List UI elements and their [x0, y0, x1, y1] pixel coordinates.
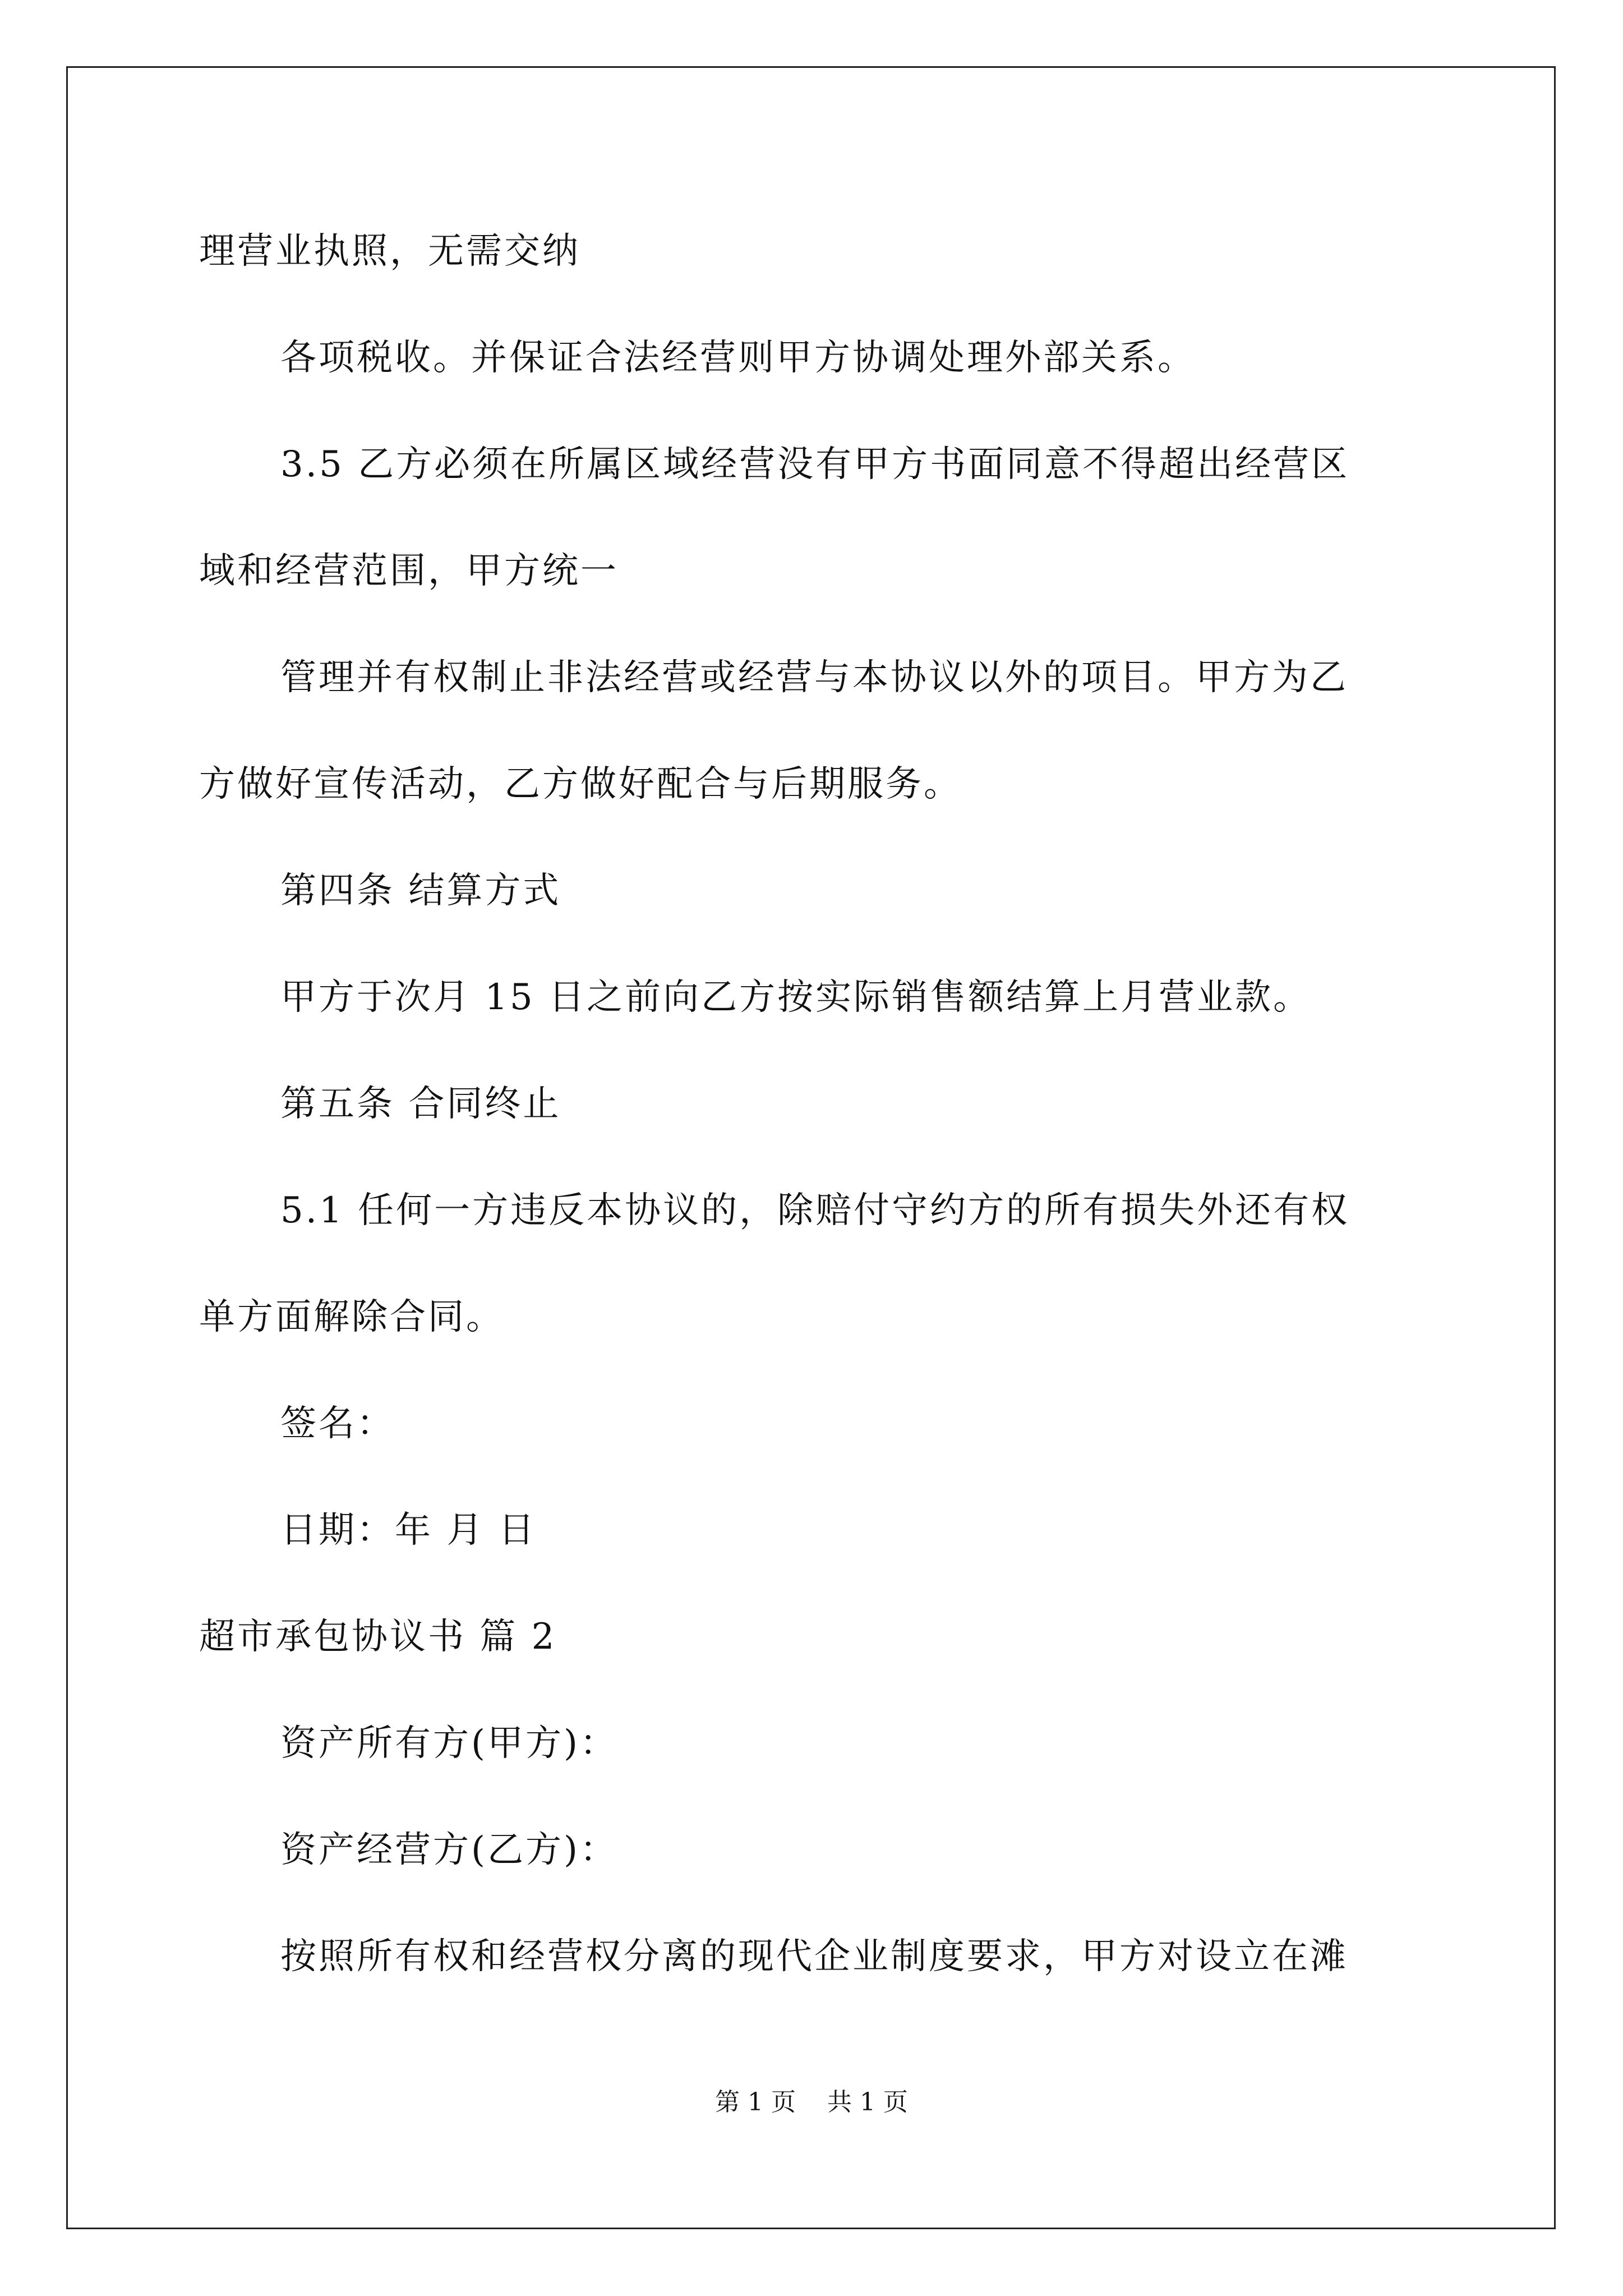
section-heading-article-5: 第五条 合同终止: [280, 1083, 561, 1125]
section-heading-article-4: 第四条 结算方式: [280, 870, 561, 912]
document-section-title: 超市承包协议书 篇 2: [199, 1616, 557, 1658]
text-line-2: 各项税收。并保证合法经营则甲方协调处理外部关系。: [280, 337, 1196, 379]
text-line-6: 方做好宣传活动，乙方做好配合与后期服务。: [199, 763, 962, 805]
party-b-label: 资产经营方(乙方)：: [280, 1829, 618, 1871]
date-label: 日期：年 月 日: [280, 1510, 537, 1551]
signature-label: 签名：: [280, 1403, 395, 1444]
text-line-3: 3.5 乙方必须在所属区域经营没有甲方书面同意不得超出经营区: [280, 444, 1350, 485]
page-number-footer: 第 1 页 共 1 页: [715, 2088, 908, 2116]
party-a-label: 资产所有方(甲方)：: [280, 1723, 618, 1764]
text-line-11: 单方面解除合同。: [199, 1296, 504, 1338]
text-line-1: 理营业执照，无需交纳: [199, 231, 580, 272]
text-line-10: 5.1 任何一方违反本协议的，除赔付守约方的所有损失外还有权: [280, 1190, 1350, 1231]
text-line-17: 按照所有权和经营权分离的现代企业制度要求，甲方对设立在滩: [280, 1936, 1348, 1977]
text-line-5: 管理并有权制止非法经营或经营与本协议以外的项目。甲方为乙: [280, 657, 1348, 698]
page-border: [66, 66, 1556, 2229]
text-line-4: 域和经营范围，甲方统一: [199, 550, 619, 592]
text-line-8: 甲方于次月 15 日之前向乙方按实际销售额结算上月营业款。: [280, 977, 1312, 1018]
